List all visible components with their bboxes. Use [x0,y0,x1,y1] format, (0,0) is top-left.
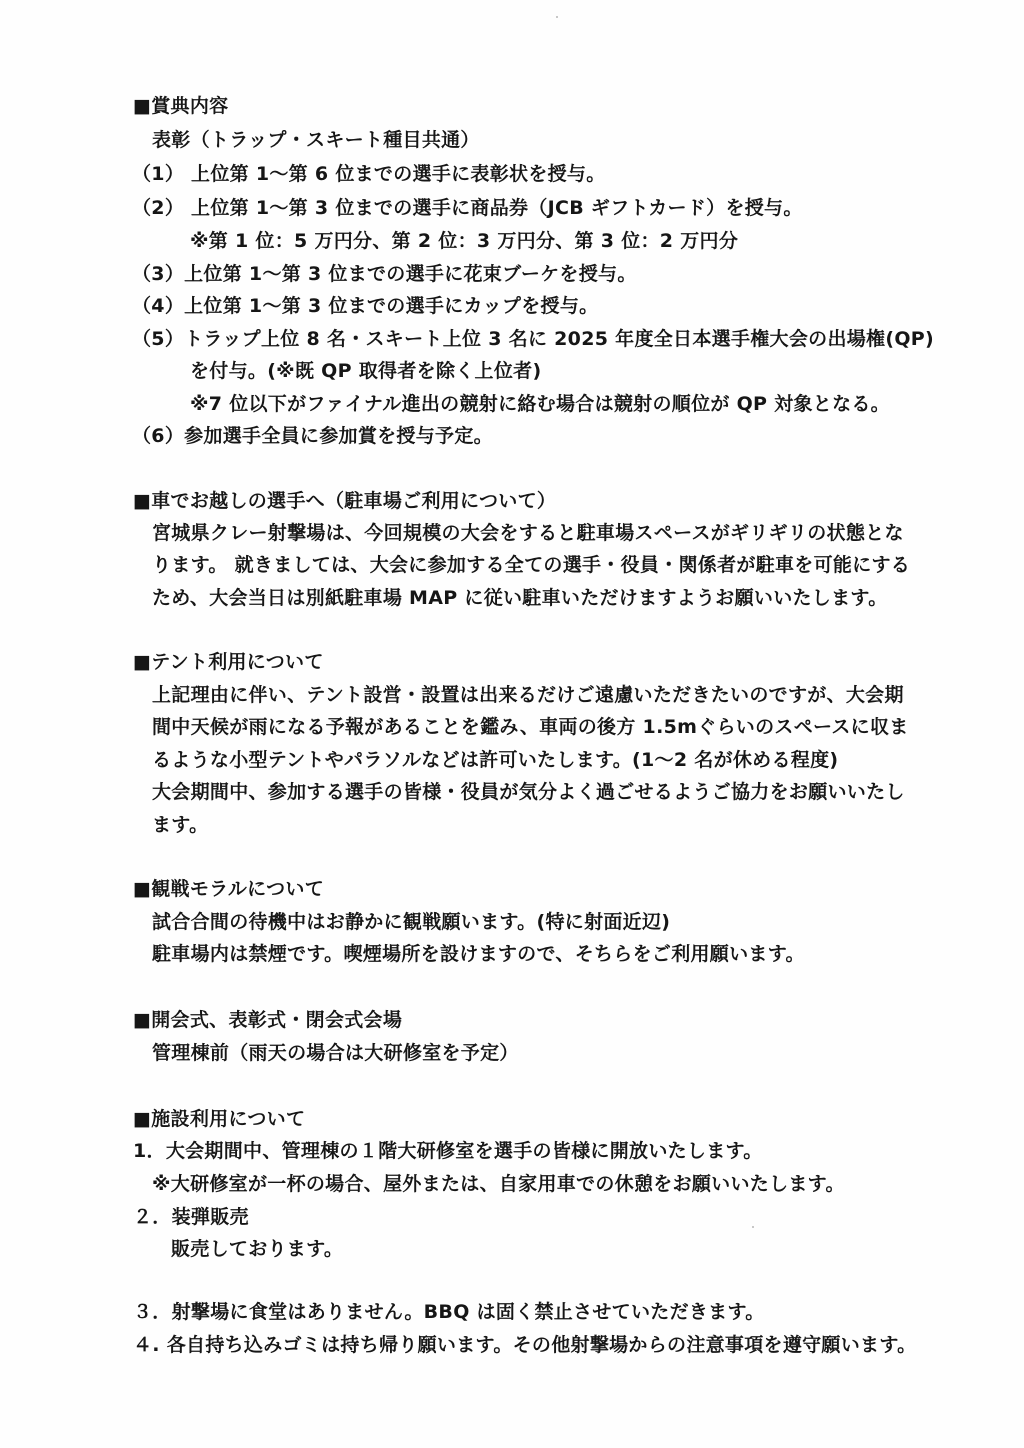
awards-note: ※第 1 位：5 万円分、第 2 位：3 万円分、第 3 位：2 万円分 [190,230,739,252]
awards-item: （4）上位第 1～第 3 位までの選手にカップを授与。 [132,295,599,317]
awards-item-continuation: を付与。(※既 QP 取得者を除く上位者) [190,360,542,382]
tent-text: ます。 [152,814,209,836]
scan-speck [556,16,558,18]
ceremony-heading: ■開会式、表彰式・閉会式会場 [133,1009,403,1031]
parking-text: ります。 就きましては、大会に参加する全ての選手・役員・関係者が駐車を可能にする [152,554,911,576]
facility-item: ３．射撃場に食堂はありません。BBQ は固く禁止させていただきます。 [133,1301,765,1323]
facility-item: 1．大会期間中、管理棟の１階大研修室を選手の皆様に開放いたします。 [133,1140,763,1162]
parking-text: ため、大会当日は別紙駐車場 MAP に従い駐車いただけますようお願いいたします。 [152,587,888,609]
facility-item: ２．装弾販売 [133,1206,249,1228]
parking-heading: ■車でお越しの選手へ（駐車場ご利用について） [133,490,557,512]
awards-item: （2） 上位第 1～第 3 位までの選手に商品券（JCB ギフトカード）を授与。 [132,197,803,219]
ceremony-text: 管理棟前（雨天の場合は大研修室を予定） [152,1042,519,1064]
awards-item: （5）トラップ上位 8 名・スキート上位 3 名に 2025 年度全日本選手権大会の出場権(QP) [132,328,934,350]
facility-note: ※大研修室が一杯の場合、屋外または、自家用車での休憩をお願いいたします。 [152,1173,845,1195]
tent-text: 上記理由に伴い、テント設営・設置は出来るだけご遠慮いただきたいのですが、大会期 [152,684,904,706]
manners-heading: ■観戦モラルについて [133,878,325,900]
manners-text: 試合合間の待機中はお静かに観戦願います。(特に射面近辺) [152,911,671,933]
awards-heading: ■賞典内容 [133,95,229,117]
awards-note: ※7 位以下がファイナル進出の競射に絡む場合は競射の順位が QP 対象となる。 [190,393,890,415]
awards-intro: 表彰（トラップ・スキート種目共通） [152,129,480,151]
awards-item: （6）参加選手全員に参加賞を授与予定。 [132,425,493,447]
awards-item: （3）上位第 1～第 3 位までの選手に花束ブーケを授与。 [132,263,637,285]
awards-item: （1） 上位第 1～第 6 位までの選手に表彰状を授与。 [132,163,606,185]
manners-text: 駐車場内は禁煙です。喫煙場所を設けますので、そちらをご利用願います。 [152,943,805,965]
tent-text: 大会期間中、参加する選手の皆様・役員が気分よく過ごせるようご協力をお願いいたし [152,781,905,803]
tent-text: 間中天候が雨になる予報があることを鑑み、車両の後方 1.5mぐらいのスペースに収ま [152,716,909,738]
parking-text: 宮城県クレー射撃場は、今回規模の大会をすると駐車場スペースがギリギリの状態とな [152,522,904,544]
tent-text: るような小型テントやパラソルなどは許可いたします。(1～2 名が休める程度) [152,749,839,771]
tent-heading: ■テント利用について [133,651,324,673]
scan-speck [752,1226,754,1228]
facility-heading: ■施設利用について [133,1108,306,1130]
facility-text: 販売しております。 [171,1238,344,1260]
facility-item: ４. 各自持ち込みゴミは持ち帰り願います。その他射撃場からの注意事項を遵守願います。 [133,1334,917,1356]
